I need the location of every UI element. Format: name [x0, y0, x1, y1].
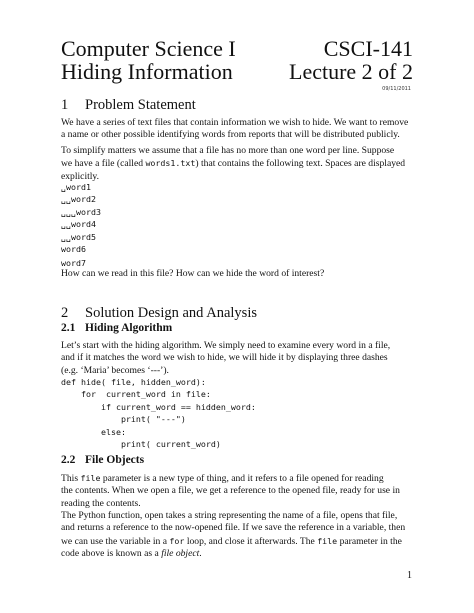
text-span: This	[61, 473, 81, 484]
subsection-heading-2-1	[61, 322, 172, 334]
section-number: 1	[61, 97, 69, 113]
text-span: we have a file (called	[61, 158, 146, 170]
title-row-2	[61, 60, 413, 84]
subsection-number: 2.2	[61, 454, 76, 466]
text-line	[61, 472, 413, 485]
text-line: (e.g. ‘Maria’ becomes ‘---’).	[61, 364, 169, 376]
page-number: 1	[407, 570, 412, 581]
inline-code: for	[169, 535, 185, 546]
subsection-number: 2.1	[61, 322, 76, 334]
text-line: and if it matches the word we wish to hide, we will hide it by displaying three dashes	[61, 352, 388, 364]
text-line: and returns a reference to the now-opened file. If we save the reference in a variable, then	[61, 522, 406, 534]
italic-term: file object	[161, 547, 200, 559]
paragraph-file-objects-2	[61, 510, 413, 560]
section-title: Problem Statement	[85, 97, 196, 113]
text-span: parameter is a new type of thing, and it refers to a file opened for reading	[100, 473, 384, 484]
text-line: the contents. When we open a file, we get a reference to the opened file, ready for use in	[61, 485, 400, 497]
section-number: 2	[61, 305, 69, 321]
inline-code: file	[317, 535, 338, 546]
code-block	[61, 376, 256, 450]
text-span: parameter in the	[337, 535, 402, 547]
code-line: for current_word in file:	[61, 389, 211, 400]
text-line: Let’s start with the hiding algorithm. We simply need to examine every word in a file,	[61, 340, 391, 351]
paragraph-1	[61, 117, 413, 142]
file-line: ␣␣word5	[61, 231, 96, 242]
text-line: explicitly.	[61, 170, 100, 182]
code-line: print( "---")	[61, 414, 186, 425]
code-line: else:	[61, 426, 126, 437]
code-line: if current_word == hidden_word:	[61, 401, 256, 412]
code-line: print( current_word)	[61, 439, 221, 450]
lecture-topic: Hiding Information	[61, 59, 233, 84]
paragraph-file-objects-1	[61, 472, 413, 510]
text-line	[61, 548, 413, 560]
section-heading-1	[61, 97, 196, 114]
file-line-last: word7	[61, 258, 86, 268]
code-line: def hide( file, hidden_word):	[61, 377, 206, 387]
section-heading-2	[61, 305, 257, 322]
file-line: ␣␣word4	[61, 219, 96, 230]
course-code: CSCI-141	[323, 36, 413, 61]
file-line: ␣word1	[61, 182, 91, 192]
paragraph-algorithm	[61, 340, 413, 377]
text-span: we can use the variable in a	[61, 535, 170, 547]
text-span: ) that contains the following text. Spaces are displayed	[195, 158, 406, 170]
text-span: loop, and close it afterwards. The	[184, 535, 318, 547]
text-line: a name or other possible identifying words from reports that will be distributed publicly.	[61, 129, 400, 141]
subsection-heading-2-2	[61, 454, 144, 466]
text-line: The Python function, open takes a string representing the name of a file, opens that file,	[61, 510, 398, 521]
course-title: Computer Science I	[61, 36, 236, 61]
paragraph-2	[61, 145, 413, 183]
file-line: ␣␣word2	[61, 194, 96, 205]
section-title: Solution Design and Analysis	[85, 305, 257, 321]
inline-code: file	[80, 473, 101, 483]
date: 09/11/2011	[382, 86, 411, 92]
filename-code: words1.txt	[145, 158, 196, 169]
text-line: reading the contents.	[61, 497, 141, 509]
title-row-1	[61, 37, 413, 61]
text-span: .	[199, 547, 202, 559]
file-line: ␣␣␣word3	[61, 206, 101, 217]
lecture-number: Lecture 2 of 2	[289, 59, 413, 84]
text-line	[61, 535, 413, 548]
file-contents	[61, 181, 101, 255]
subsection-title: File Objects	[85, 454, 145, 466]
text-line: To simplify matters we assume that a file has no more than one word per line. Suppose	[61, 145, 395, 156]
file-line: word6	[61, 244, 86, 255]
text-span: code above is known as a	[61, 547, 162, 559]
subsection-title: Hiding Algorithm	[85, 322, 173, 334]
question-text: How can we read in this file? How can we hide the word of interest?	[61, 268, 325, 279]
text-line: We have a series of text files that contain information we wish to hide. We want to remove	[61, 117, 409, 128]
text-line	[61, 157, 413, 170]
